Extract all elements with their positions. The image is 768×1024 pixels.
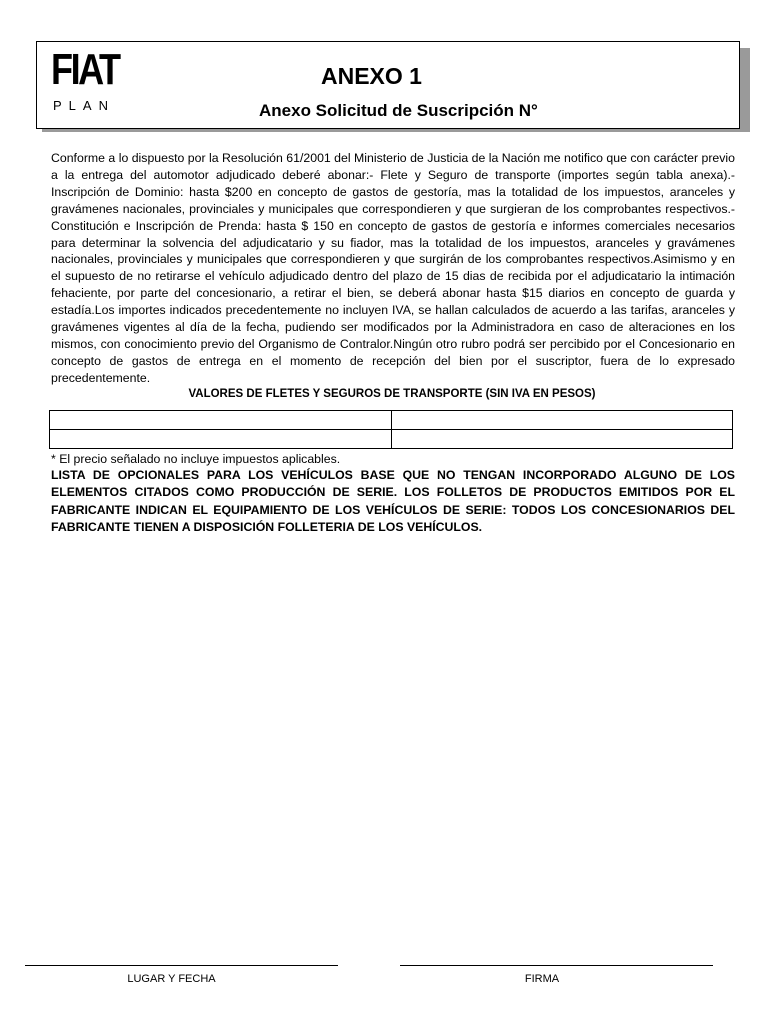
fiat-plan-logo xyxy=(45,46,117,122)
rates-table xyxy=(49,410,733,449)
table-cell xyxy=(391,430,733,449)
logo-brand-text: FIAT xyxy=(51,45,119,94)
table-row xyxy=(50,411,733,430)
logo-sub-text: PLAN xyxy=(53,98,115,113)
table-cell xyxy=(50,411,392,430)
rates-footnote: * El precio señalado no incluye impuestos aplicables. xyxy=(51,452,341,466)
rates-section-title: VALORES DE FLETES Y SEGUROS DE TRANSPORTE (SIN IVA EN PESOS) xyxy=(188,388,596,400)
page-title: ANEXO 1 xyxy=(321,63,422,89)
body-paragraph: Conforme a lo dispuesto por la Resolución 61/2001 del Ministerio de Justicia de la Nación me notifico que con carácter previo a la entrega del automotor adjudicado deberé abonar:- Flete y Seguro de transporte (importes según tabla anexa).- Inscripción de Dominio: hasta $200 en concepto de gastos de gestoría, mas la totalidad de los impuestos, aranceles y gravámenes nacionales, provinciales y municipales que correspondieren y que surgieran de los comprobantes respectivos.- Constitución e Inscripción de Prenda: hasta $ 150 en concepto de gastos de gestoría e informes comerciales necesarios para determinar la solvencia del adjudicatario y su fiador, mas la totalidad de los impuestos, aranceles y gravámenes nacionales, provinciales y municipales que correspondieren y que surgirán de los comprobantes respectivos.Asimismo y en el supuesto de no retirarse el vehículo adjudicado dentro del plazo de 15 dias de recibida por el adjudicatario la intimación fehaciente, por parte del concesionario, a retirar el bien, se deberá abonar hasta $15 diarios en concepto de guarda y estadía.Los importes indicados precedentemente no incluyen IVA, se hallan calculados de acuerdo a las tarifas, aranceles y gravámenes vigentes al día de la fecha, pudiendo ser modificados por la Administradora en caso de alteraciones en los mismos, con conocimiento previo del Organismo de Contralor.Ningún otro rubro podrá ser percibido por el Concesionario en concepto de gastos de entrega en el momento de recepción del bien por el suscriptor, fuera de lo expresado precedentemente. xyxy=(51,151,735,385)
signature-line xyxy=(400,965,713,966)
table-cell xyxy=(50,430,392,449)
table-cell xyxy=(391,411,733,430)
page-subtitle: Anexo Solicitud de Suscripción N° xyxy=(259,101,538,120)
signature-label: FIRMA xyxy=(524,973,560,985)
header-box xyxy=(36,41,740,129)
table-row xyxy=(50,430,733,449)
place-date-label: LUGAR Y FECHA xyxy=(127,973,216,985)
place-date-signature-line xyxy=(25,965,338,966)
opcionales-notice: LISTA DE OPCIONALES PARA LOS VEHÍCULOS BASE QUE NO TENGAN INCORPORADO ALGUNO DE LOS ELEMENTOS CITADOS COMO PRODUCCIÓN DE SERIE. LOS FOLLETOS DE PRODUCTOS EMITIDOS POR EL FABRICANTE INDICAN EL EQUIPAMIENTO DE LOS VEHÍCULOS DE SERIE: TODOS LOS CONCESIONARIOS DEL FABRICANTE TIENEN A DISPOSICIÓN FOLLETERIA DE LOS VEHÍCULOS. xyxy=(51,468,735,534)
